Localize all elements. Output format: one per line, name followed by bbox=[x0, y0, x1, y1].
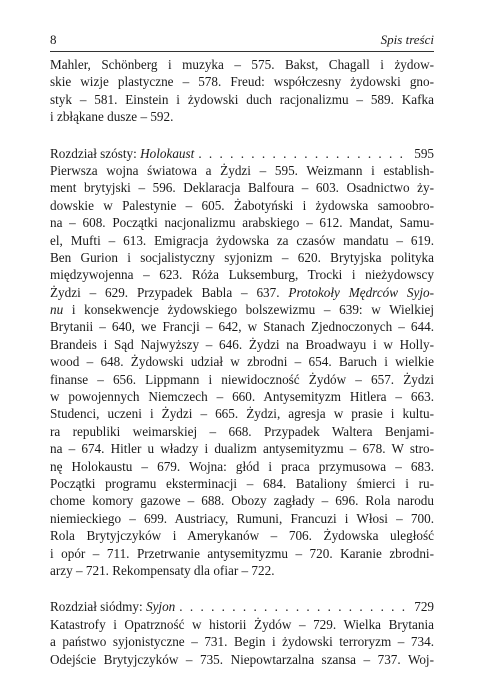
text-line: na – 674. Hitler u władzy i dualizm antysemityzmu – 678. W stro- bbox=[50, 441, 434, 457]
text-line: skie wizje plastyczne – 578. Freud: współczesny żydowski gno- bbox=[50, 74, 434, 90]
chapter-6-section bbox=[50, 145, 434, 580]
text-line: nę Holokaustu – 679. Wojna: głód i praca przymusowa – 683. bbox=[50, 458, 434, 474]
text-run: Żydzi – 629. Przypadek Babla – 637. bbox=[50, 284, 289, 300]
text-line: arzy – 721. Rekompensaty dla ofiar – 722. bbox=[50, 562, 275, 578]
dot-leader bbox=[198, 145, 410, 162]
text-line: niemieckiego – 699. Austriacy, Rumuni, Francuzi i Włosi – 700. bbox=[50, 510, 434, 526]
text-line: a państwo syjonistyczne – 731. Begin i żydowski terroryzm – 734. bbox=[50, 634, 434, 650]
chapter-6-heading bbox=[50, 145, 434, 162]
chapter-7-prefix: Rozdział siódmy: bbox=[50, 599, 146, 615]
intro-paragraph bbox=[50, 56, 434, 126]
text-line bbox=[50, 284, 434, 301]
text-line: Rola Brytyjczyków i Amerykanów – 706. Żydowska uległość bbox=[50, 528, 434, 544]
text-run: i konsekwencje żydowskiego bolszewizmu – 639: w Wielkiej bbox=[63, 302, 434, 318]
text-line: Początki programu eksterminacji – 684. Bataliony śmierci i ru- bbox=[50, 475, 434, 491]
text-line: chome komory gazowe – 688. Obozy zagłady – 696. Rola narodu bbox=[50, 493, 434, 509]
chapter-6-page: 595 bbox=[414, 145, 434, 161]
header-rule bbox=[50, 51, 434, 52]
page-header bbox=[50, 32, 434, 52]
text-line: ment brytyjski – 596. Deklaracja Balfoura – 603. Osadnictwo ży- bbox=[50, 180, 434, 196]
dot-leader bbox=[179, 598, 410, 615]
text-line: styk – 581. Einstein i żydowski duch racjonalizmu – 589. Kafka bbox=[50, 91, 434, 107]
page-number: 8 bbox=[50, 32, 57, 47]
text-line: Odejście Brytyjczyków – 735. Niepowtarzalna szansa – 737. Woj- bbox=[50, 651, 434, 667]
text-line: i zbłąkane dusze – 592. bbox=[50, 109, 174, 125]
text-line: Mahler, Schönberg i muzyka – 575. Bakst, Chagall i żydow- bbox=[50, 57, 434, 72]
chapter-7-page: 729 bbox=[414, 599, 434, 615]
chapter-7-title: Syjon bbox=[145, 599, 176, 615]
book-page bbox=[50, 32, 434, 668]
text-line: Katastrofy i Opatrzność w historii Żydów – 729. Wielka Brytania bbox=[50, 616, 434, 632]
protocols-title: Protokoły Mędrców Syjo- bbox=[288, 284, 434, 300]
text-line: Studenci, uczeni i Żydzi – 665. Żydzi, agresja w prasie i kultu- bbox=[50, 406, 434, 422]
text-line: wood – 648. Żydowski udział w zbrodni – 654. Baruch i wielkie bbox=[50, 354, 434, 370]
text-line: Ben Gurion i socjalistyczny syjonizm – 620. Brytyjska polityka bbox=[50, 249, 434, 265]
text-line: Brytanii – 640, we Francji – 642, w Stanach Zjednoczonych – 644. bbox=[50, 319, 434, 335]
chapter-6-prefix: Rozdział szósty: bbox=[50, 145, 141, 161]
text-line: i opór – 711. Przetrwanie antysemityzmu – 720. Karanie zbrodni- bbox=[50, 545, 434, 561]
text-line: Brandeis i Sąd Najwyższy – 646. Żydzi na Broadwayu i w Holly- bbox=[50, 336, 434, 352]
text-line: dowskie w Palestynie – 605. Żabotyński i żydowska samoobro- bbox=[50, 197, 434, 213]
running-title: Spis treści bbox=[380, 32, 434, 47]
chapter-6-title: Holokaust bbox=[140, 145, 195, 161]
text-line: na – 608. Początki nacjonalizmu arabskiego – 612. Mandat, Samu- bbox=[50, 215, 434, 231]
text-line: el, Mufti – 613. Emigracja żydowska za czasów mandatu – 619. bbox=[50, 232, 434, 248]
text-line: finanse – 656. Lippmann i niewidoczność Żydów – 657. Żydzi bbox=[50, 371, 434, 387]
chapter-7-section bbox=[50, 598, 434, 668]
text-line: ra republiki weimarskiej – 668. Przypadek Waltera Benjami- bbox=[50, 423, 434, 439]
text-line: międzywojenna – 623. Róża Luksemburg, Trocki i nieżydowscy bbox=[50, 267, 434, 283]
text-line: w powojennych Niemczech – 660. Antysemityzm Hitlera – 663. bbox=[50, 389, 434, 405]
protocols-title-end: nu bbox=[50, 302, 64, 318]
text-line: Pierwsza wojna światowa a Żydzi – 595. Weizmann i establish- bbox=[50, 162, 434, 178]
text-line bbox=[50, 301, 434, 318]
chapter-7-heading bbox=[50, 598, 434, 615]
